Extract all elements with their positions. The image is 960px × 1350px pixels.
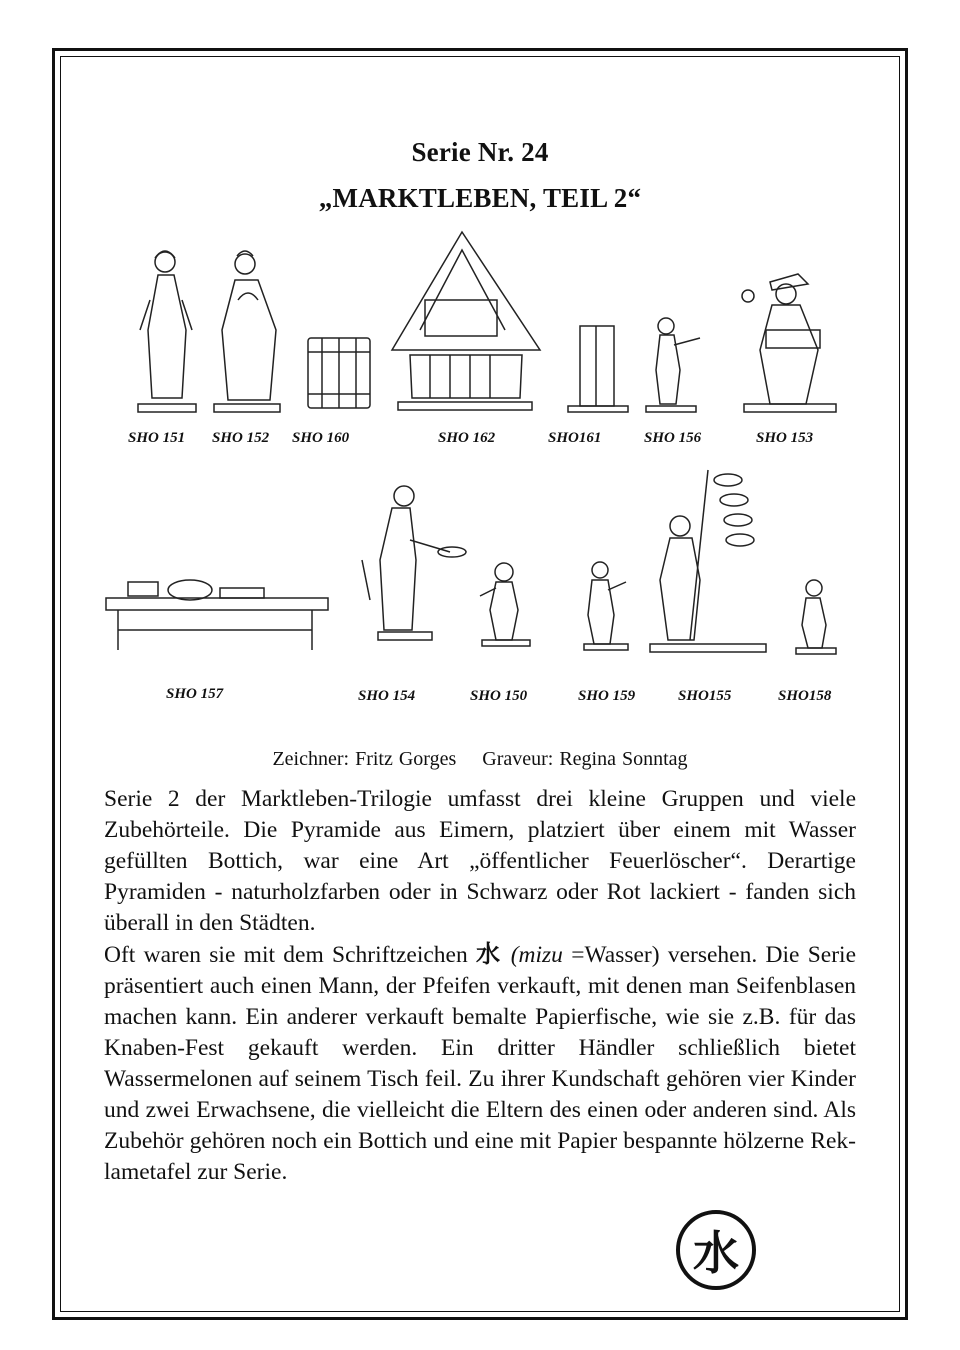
description-text <box>104 784 856 1188</box>
mizu-label: (mizu <box>510 942 563 968</box>
description-paragraph-2: Oft waren sie mit dem Schriftzeichen 水 (mizu =Wasser) versehen. Die Serie präsentiert auch einen Mann, der Pfeifen verkauft, mit denen man Seifenblasen machen kann. Ein anderer verkauft bemalte Papierfische, wie sie z.B. für das Knaben-Fest gekauft werden. Ein dritter Händler schließlich bietet Wassermelonen auf seinem Tisch feil. Zu ihrer Kundschaft gehören vier Kinder und zwei Erwachsene, die vielleicht die Eltern des einen oder anderen sind. Als Zubehör gehören noch ein Bottich und eine mit Papier bespannte hölzerne Reklametafel zur Serie. <box>104 940 856 1185</box>
drawer-credit: Zeichner: Fritz Gorges <box>272 748 457 770</box>
mizu-seal: 水 <box>676 1210 756 1290</box>
engraver-credit: Graveur: Regina Sonntag <box>482 748 688 770</box>
code-sho-151: SHO 151 <box>128 430 186 446</box>
figure-sho-157 <box>106 580 328 650</box>
figure-sho-154 <box>362 486 466 640</box>
code-sho158: SHO158 <box>778 688 832 704</box>
code-sho-162: SHO 162 <box>438 430 496 446</box>
figure-sho-155 <box>650 470 766 652</box>
figure-sho-160 <box>308 338 370 408</box>
code-sho-159: SHO 159 <box>578 688 636 704</box>
code-sho161: SHO161 <box>548 430 602 446</box>
figure-sho-152 <box>214 251 280 412</box>
mizu-kanji-inline: 水 <box>476 940 503 968</box>
code-sho155: SHO155 <box>678 688 732 704</box>
series-number: Serie Nr. 24 <box>411 137 549 167</box>
code-sho-156: SHO 156 <box>644 430 702 446</box>
figure-sho-151 <box>138 251 196 412</box>
series-title: „MARKTLEBEN, TEIL 2“ <box>318 183 642 213</box>
code-sho-152: SHO 152 <box>212 430 270 446</box>
code-sho-154: SHO 154 <box>358 688 416 704</box>
credits <box>0 748 960 771</box>
code-sho-160: SHO 160 <box>292 430 350 446</box>
figure-sho-156 <box>646 318 700 412</box>
figure-sho-162 <box>392 232 540 410</box>
code-sho-157: SHO 157 <box>166 686 224 702</box>
figure-sho-161 <box>568 326 628 412</box>
code-sho-150: SHO 150 <box>470 688 528 704</box>
description-paragraph-1: Serie 2 der Marktleben-Trilogie umfasst drei kleine Gruppen und viele Zubehörteile. Die Pyramide aus Eimern, platziert über einem mit Wasser gefüllten Bottich, war eine Art „öffentlicher Feuerlöscher“. Derartige Pyramiden - naturholzfarben oder in Schwarz oder Rot lackiert - fanden sich überall in den Städten. <box>104 786 856 936</box>
figure-sho-159 <box>584 562 628 650</box>
figure-sho-158 <box>796 580 836 654</box>
code-sho-153: SHO 153 <box>756 430 814 446</box>
figure-sho-153 <box>742 274 836 412</box>
figure-sho-150 <box>480 563 530 646</box>
